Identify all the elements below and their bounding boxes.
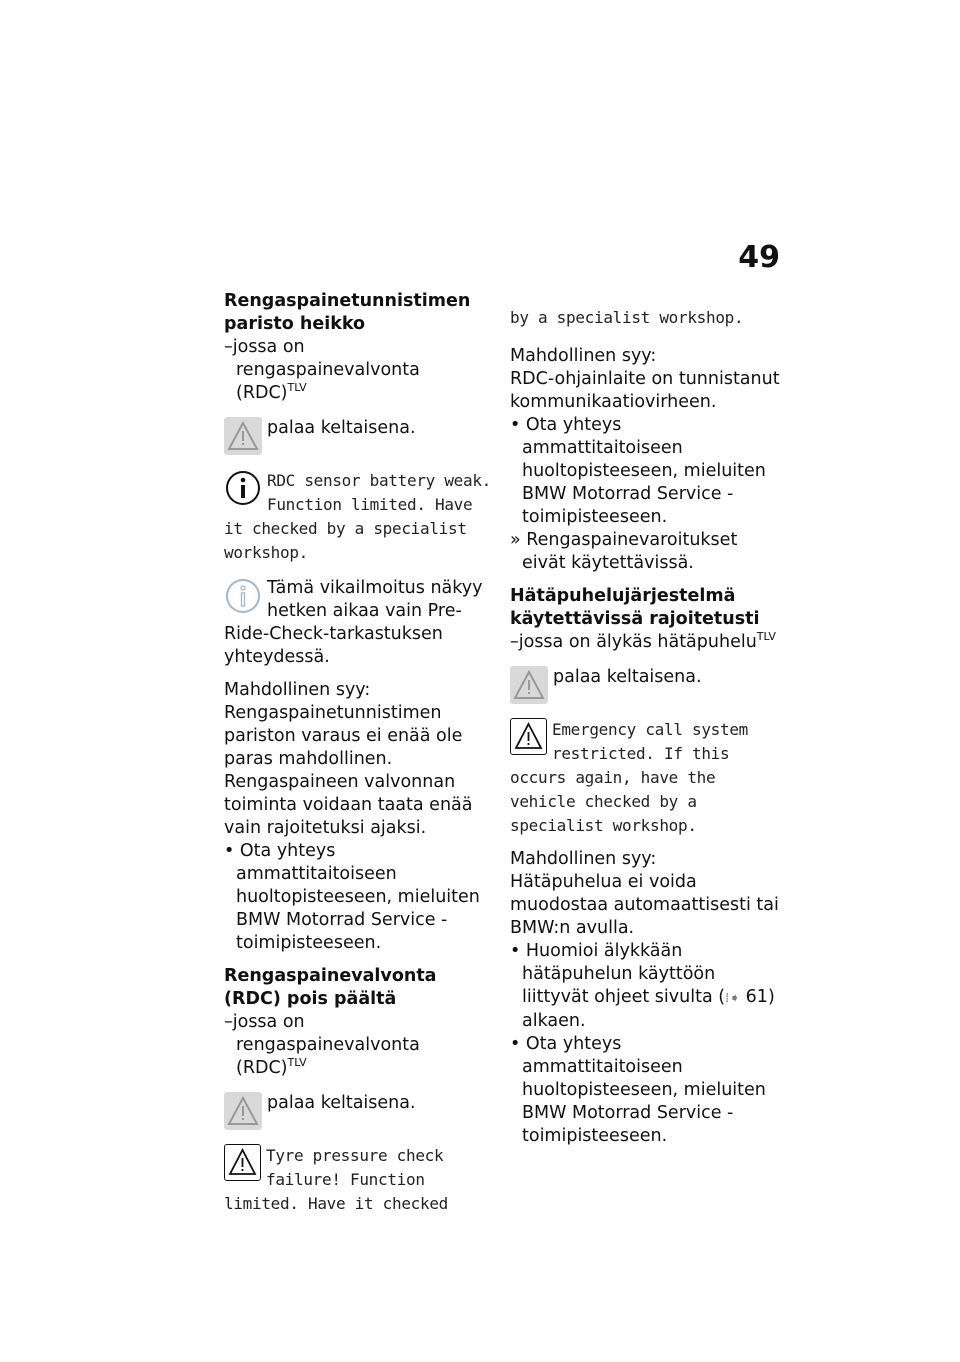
warning-triangle-icon [224,1092,262,1130]
info-circle-icon [224,577,262,615]
cause-text: RDC-ohjainlaite on tunnistanut kommunikaatiovirheen. [510,369,780,412]
warning-indicator: palaa keltaisena. [510,666,780,706]
warning-triangle-icon [224,417,262,455]
warning-indicator: palaa keltaisena. [224,417,492,457]
condition: –jossa on älykäs hätäpuhelu$^{TLV}$ [510,630,776,652]
cause-label: Mahdollinen syy: [510,849,657,869]
display-message: Emergency call system restricted. If this occurs again, have the vehicle checked by a specialist workshop. [510,720,748,835]
cause-text: Hätäpuhelua ei voida muodostaa automaattisesti tai BMW:n avulla. [510,872,779,938]
info-note: Tämä vikailmoitus näkyy hetken aikaa vain Pre-Ride-Check-tarkastuksen yhteydessä. [224,578,483,667]
display-message-continued: by a specialist workshop. [510,308,744,327]
action-item: • Ota yhteys ammattitaitoiseen huoltopisteeseen, mieluiten BMW Motorrad Service -toimipisteeseen. [510,1034,766,1146]
info-circle-icon [224,469,262,507]
section-title: Rengaspainevalvonta (RDC) pois päältä [224,966,437,1009]
section-title: Rengaspainetunnistimen paristo heikko [224,291,471,334]
page-number: 49 [738,240,780,275]
cause-label: Mahdollinen syy: [510,346,657,366]
display-message: RDC sensor battery weak. Function limited. Have it checked by a specialist workshop. [224,471,491,562]
left-column [224,290,492,1216]
condition: –jossa on rengaspainevalvonta (RDC)$^{TLV}$ [224,337,420,403]
warning-triangle-icon [510,718,547,755]
right-column [510,290,780,1148]
warning-triangle-icon [224,1144,261,1181]
warning-triangle-icon [510,666,548,704]
note-item: • Huomioi älykkään hätäpuhelun käyttöön liittyvät ohjeet sivulta (⁞➧ 61) alkaen. [510,941,775,1031]
action-item: • Ota yhteys ammattitaitoiseen huoltopisteeseen, mieluiten BMW Motorrad Service -toimipisteeseen. [510,415,766,527]
display-message: Tyre pressure check failure! Function limited. Have it checked [224,1146,448,1213]
action-item: • Ota yhteys ammattitaitoiseen huoltopisteeseen, mieluiten BMW Motorrad Service -toimipisteeseen. [224,841,480,953]
condition: –jossa on rengaspainevalvonta (RDC)$^{TLV}$ [224,1012,420,1078]
warning-indicator: palaa keltaisena. [224,1092,492,1132]
cause-text: Rengaspainetunnistimen pariston varaus ei enää ole paras mahdollinen. Rengaspaineen valvonnan toiminta voidaan taata enää vain rajoitetuksi ajaksi. [224,703,473,838]
page-reference-arrow-icon: ⁞➧ [725,991,741,1006]
section-title: Hätäpuhelujärjestelmä käytettävissä rajoitetusti [510,586,760,629]
result-item: » Rengaspainevaroitukset eivät käytettävissä. [510,530,738,573]
cause-label: Mahdollinen syy: [224,680,371,700]
